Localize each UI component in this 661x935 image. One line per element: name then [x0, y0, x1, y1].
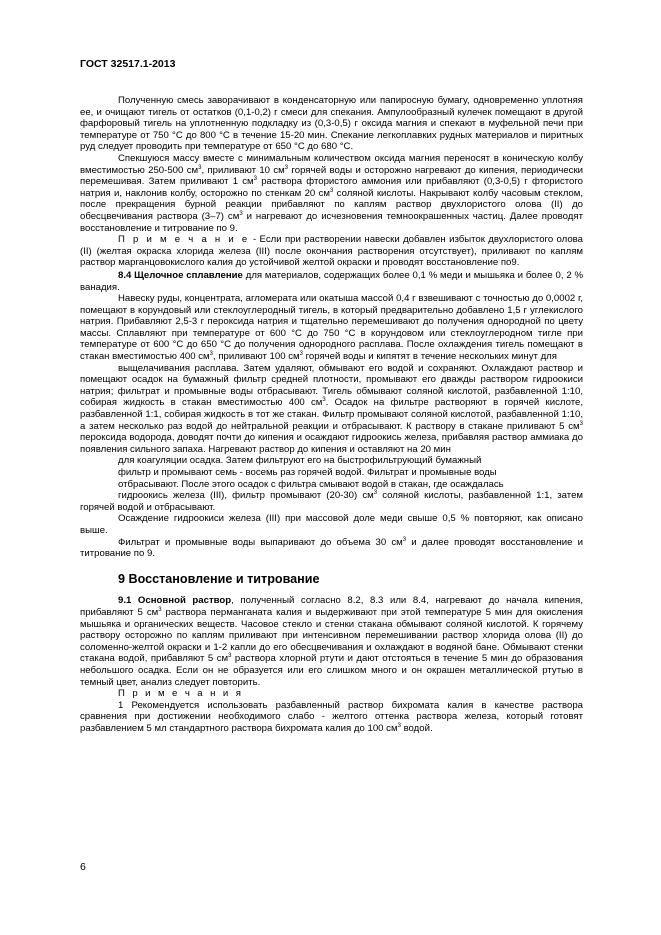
page-number: 6: [80, 861, 86, 873]
paragraph-coagulation-line2: фильтр и промывают семь - восемь раз горячей водой. Фильтрат и промывные воды: [118, 467, 497, 478]
note-label: П р и м е ч а н и е: [118, 234, 250, 246]
paragraph-dissolution: Спекшуюся массу вместе с минимальным количеством оксида магния переносят в коническую колбу вместимостью 250-500 $см^3$, приливают 10 $см^3$ горячей воды и осторожно нагревают до кипения, периодически перемешивая. Затем приливают 1 $см^3$ раствора фтористого аммония или прибавляют (0,3-0,5) г фтористого натрия и, наклонив колбу, осторожно по стенкам 20 $см^3$ соляной кислоты. Накрывают колбу часовым стеклом, после прекращения бурной реакции прибавляют по каплям раствор двухлористого олова (II) до обесцвечивания раствора (3–7) $см^3$ и нагревают до исчезновения темноокрашенных частиц. Далее проводят восстановление и титрование по 9.: [80, 152, 584, 234]
section-9-heading: 9 Восстановление и титрование: [118, 571, 320, 586]
paragraph-coagulation-rest: гидроокись железа (III), фильтр промывают (20-30) $см^3$ соляной кислоты, разбавленной 1:1, затем горячей водой и отбрасывают.: [80, 490, 583, 513]
notes-label: П р и м е ч а н и я: [118, 688, 244, 700]
paragraph-sintering: Полученную смесь заворачивают в конденсаторную или папиросную бумагу, одновременно уплотняя ее, и очищают тигель от остатков (0,1-0,2) г смеси для спекания. Ампулообразный кулечек помещают в другой фарфоровый тигель на уплотненную подкладку из (0,3-0,5) г оксида магния и спекают в муфельной печи при температуре от 750 °С до 800 °С в течение 15-20 мин. Спекание легкоплавких рудных материалов и пиритных руд следует проводить при температуре от 650 °С до 680 °С.: [80, 95, 583, 153]
section-9-1-title: 9.1 Основной раствор: [118, 595, 232, 607]
paragraph-coagulation-line1: для коагуляции осадка. Затем фильтруют его на быстрофильтрующий бумажный: [118, 455, 482, 467]
document-code-header: ГОСТ 32517.1-2013: [80, 58, 176, 70]
note-item-1: 1 Рекомендуется использовать разбавленный раствор бихромата калия в качестве раствора сравнения при достижении необходимого слабо - желтого оттенка раствора железа, который готовят разбавлением 5 мл стандартного раствора бихромата калия до 100 $см^3$ водой.: [80, 699, 583, 734]
paragraph-sample-fusion: Навеску руды, концентрата, агломерата или окатыша массой 0,4 г взвешивают с точностью до 0,0002 г, помещают в корундовый или стеклоуглеродный тигель, в который предварительно добавлено 1,5 г углекислого натрия. Прибавляют 2,5-3 г пероксида натрия и тщательно перемешивают до получения однородной по цвету массы. Сплавляют при температуре от 600 °С до 750 °С в корундовом или стеклоуглеродном тигле при температуре от 600 °С до 650 °С до получения однородного расплава. После охлаждения тигель помещают в стакан вместимостью 400 $см^3$, приливают 100 $см^3$ горячей воды и кипятят в течение нескольких минут для: [80, 293, 583, 363]
paragraph-repeat-precipitation: Осаждение гидроокиси железа (III) при массовой доле меди свыше 0,5 % повторяют, как описано выше.: [80, 513, 583, 536]
document-body: [80, 95, 583, 734]
section-8-4-title: 8.4 Щелочное сплавление: [118, 269, 243, 281]
section-8-4: 8.4 Щелочное сплавление для материалов, содержащих более 0,1 % меди и мышьяка и более 0, 2 % ванадия.: [80, 269, 584, 293]
section-9-1: 9.1 Основной раствор, полученный согласно 8.2, 8.3 или 8.4, нагревают до начала кипения, прибавляют 5 $см^3$ раствора перманганата калия и выдерживают при этой температуре 5 мин для окисления мышьяка и органических веществ. Часовое стекло и стенки стакана обмывают соляной кислотой. К горячему раствору осторожно по каплям приливают при интенсивном перемешивании раствор хлорида олова (II) до соломенно-желтой окраски и 1-2 капли до его обесцвечивания и охлаждают в водяной бане. Обмывают стенки стакана водой, прибавляют 5 $см^3$ раствора хлорной ртути и дают отстояться в течение 5 мин до образования небольшого осадка. Если он не образуется или его слишком много и он окрашен металлической ртутью в темный цвет, анализ следует повторить.: [80, 595, 583, 688]
paragraph-evaporation: Фильтрат и промывные воды выпаривают до объема 30 $см^3$ и далее проводят восстановление и титрование по 9.: [80, 536, 583, 560]
note-excess-tin: П р и м е ч а н и е - Если при растворении навески добавлен избыток двухлористого олова (II) (желтая окраска хлорида железа (III) после окончания растворения отсутствует), приливают по каплям раствор марганцовокислого калия до устойчивой желтой окраски и проводят восстановление по9.: [80, 234, 583, 269]
paragraph-leaching: выщелачивания расплава. Затем удаляют, обмывают его водой и сохраняют. Охлаждают раствор и помещают осадок на бумажный фильтр средней плотности, промывают его дважды раствором гидроокиси натрия; фильтрат и промывные воды отбрасывают. Тигель обмывают соляной кислотой, разбавленной 1:10, собирая жидкость в стакан вместимостью 400 $см^3$. Осадок на фильтре растворяют в горячей кислоте, разбавленной 1:1, собирая жидкость в тот же стакан. Фильтр промывают соляной кислотой, разбавленной 1:10, а затем несколько раз водой до нейтральной реакции и отбрасывают. К раствору в стакане приливают 5 $см^3$ пероксида водорода, доводят почти до кипения и осаждают гидроокись железа, прибавляя раствор аммиака до появления сильного запаха. Нагревают раствор до кипения и оставляют на 20 мин: [80, 362, 583, 455]
paragraph-coagulation-line3: отбрасывают. После этого осадок с фильтра смывают водой в стакан, где осаждалась: [118, 478, 504, 490]
